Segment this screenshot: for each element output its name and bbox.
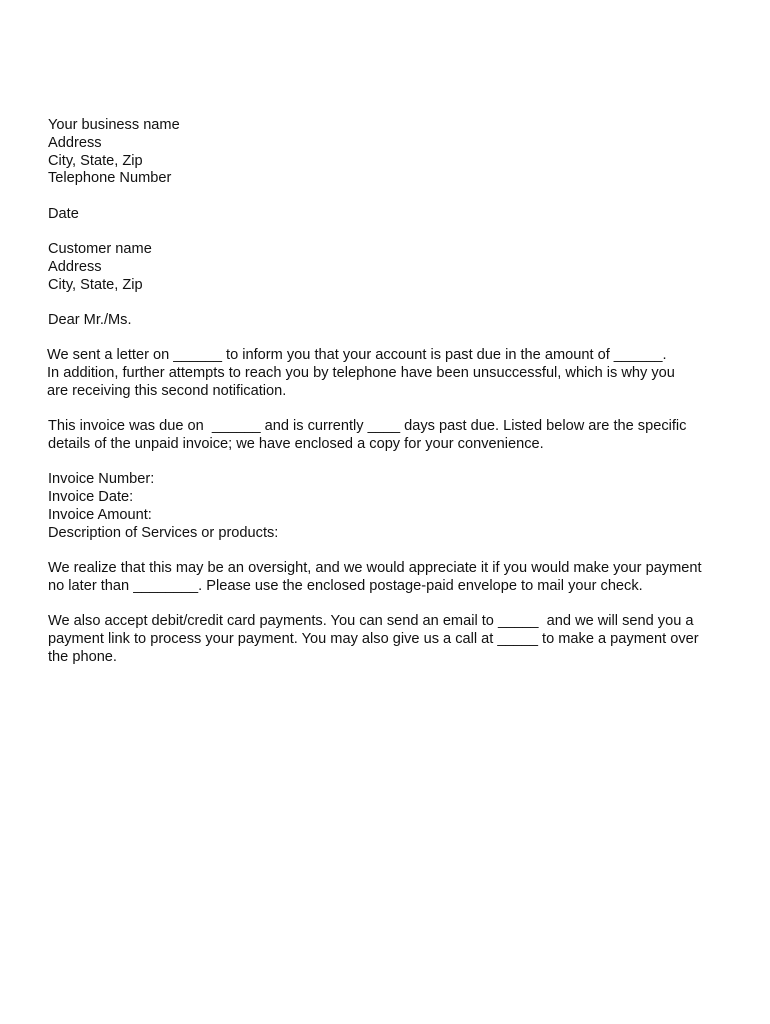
paragraph-past-due-notice [47, 347, 748, 400]
invoice-description-label: Description of Services or products: [48, 524, 279, 541]
invoice-number-label: Invoice Number: [48, 471, 155, 488]
sender-address: Address [48, 134, 102, 151]
invoice-date-label: Invoice Date: [48, 488, 134, 505]
paragraph-line: the phone. [48, 648, 117, 665]
invoice-fields-block [48, 471, 748, 542]
paragraph-line: We also accept debit/credit card payments. You can send an email to _____ and we will send you a [48, 612, 694, 629]
sender-business-name: Your business name [48, 117, 180, 133]
date-block [48, 206, 748, 224]
sender-city-state-zip: City, State, Zip [48, 152, 143, 169]
paragraph-line: details of the unpaid invoice; we have enclosed a copy for your convenience. [48, 435, 544, 452]
paragraph-line: We realize that this may be an oversight, and we would appreciate it if you would make your payment [48, 559, 702, 576]
recipient-block [48, 241, 748, 294]
paragraph-card-payments [48, 613, 748, 666]
recipient-name: Customer name [48, 240, 152, 257]
paragraph-line: In addition, further attempts to reach you by telephone have been unsuccessful, which is why you [47, 364, 675, 381]
sender-block [48, 117, 748, 188]
paragraph-line: no later than ________. Please use the enclosed postage-paid envelope to mail your check. [48, 577, 643, 594]
recipient-address: Address [48, 258, 102, 275]
letter-date: Date [48, 205, 79, 222]
paragraph-line: payment link to process your payment. You may also give us a call at _____ to make a payment over [48, 630, 699, 647]
paragraph-line: We sent a letter on ______ to inform you that your account is past due in the amount of ______. [47, 347, 667, 364]
paragraph-oversight [48, 560, 748, 596]
recipient-city-state-zip: City, State, Zip [48, 276, 143, 293]
salutation: Dear Mr./Ms. [48, 311, 132, 328]
invoice-amount-label: Invoice Amount: [48, 506, 152, 523]
paragraph-line: are receiving this second notification. [47, 382, 287, 399]
sender-telephone: Telephone Number [48, 170, 172, 187]
salutation-block [48, 312, 748, 330]
paragraph-invoice-due [48, 418, 748, 454]
paragraph-line: This invoice was due on ______ and is currently ____ days past due. Listed below are the specific [48, 418, 687, 435]
letter-page [48, 117, 748, 684]
